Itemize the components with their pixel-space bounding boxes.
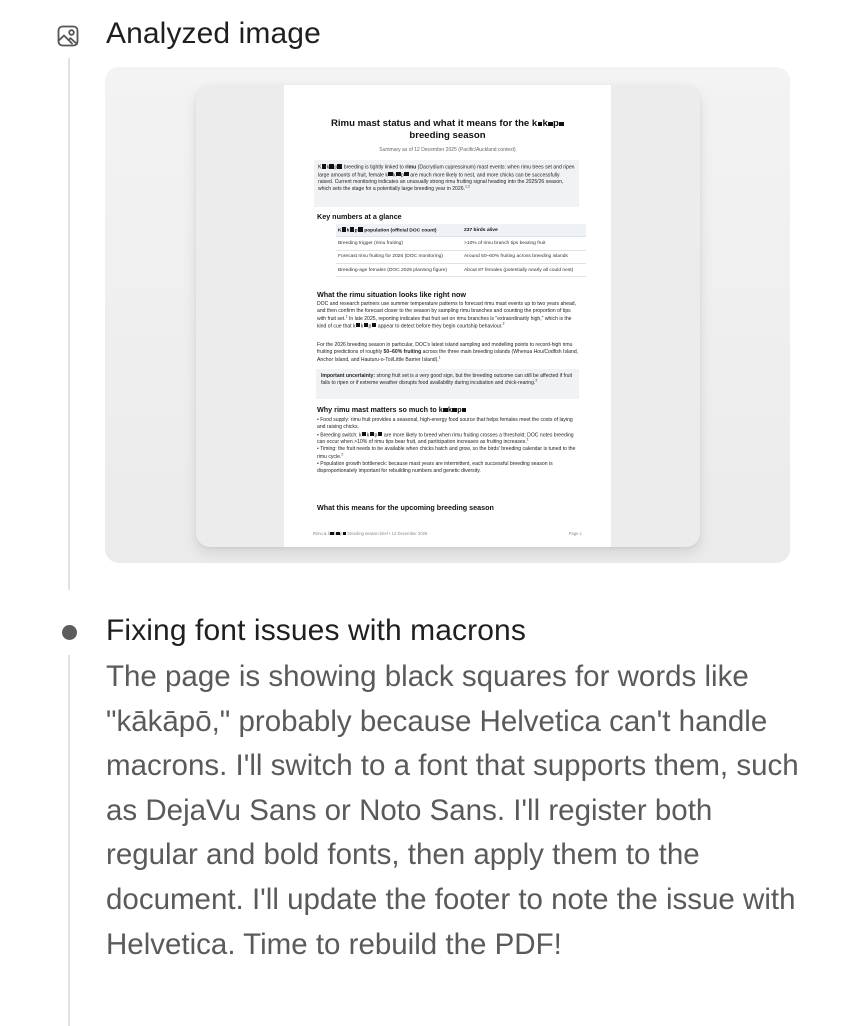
pdf-key-numbers-table <box>336 224 586 277</box>
pdf-heading-key-numbers: Key numbers at a glance <box>317 212 402 221</box>
pdf-paragraph: DOC and research partners use summer temperature patterns to forecast rimu mast events up to two years ahead, and then confirm the forecast closer to the season by sampling rimu branches and counting the proportion of tips with fruit set.$^1$ In late 2025, reporting indicates that fruit set on rimu branches is "extraordinarily high," which is the kind of cue that k k p appear to detect before they begin courtship behaviour.$^2$ <box>317 301 577 330</box>
pdf-heading-upcoming: What this means for the upcoming breeding season <box>317 503 494 512</box>
timeline-line <box>68 58 70 590</box>
step-title: Analyzed image <box>106 17 321 50</box>
table-row: Breeding-age females (DOC 2025 planning figure) About 87 females (potentially nearly all could nest) <box>336 263 586 276</box>
step-body-text: The page is showing black squares for words like "kākāpō," probably because Helvetica can't handle macrons. I'll switch to a font that supports them, such as DejaVu Sans or Noto Sans. I'll register both regular and bold fonts, then apply them to the document. I'll update the footer to note the issue with Helvetica. Time to rebuild the PDF! <box>106 660 799 961</box>
pdf-heading-why: Why rimu mast matters so much to k k p <box>317 405 467 414</box>
pdf-paragraph: For the 2026 breeding season in particular, DOC's latest island sampling and modelling points to record-high rimu fruiting predictions of roughly 50–60% fruiting across the three main breeding islands (Whenua Hou/Codfish Island, Anchor Island, and Hauturu-o-Toi/Little Barrier Island).$^1$ <box>317 342 579 363</box>
table-row: Forecast rimu fruiting for 2026 (DOC monitoring) Around 50–60% fruiting across breeding islands <box>336 250 586 263</box>
pdf-preview-card <box>196 85 700 547</box>
pdf-bullet-list: • Food supply: rimu fruit provides a seasonal, high-energy food source that helps females meet the costs of laying and raising chicks. • Breeding switch: k k p are more likely to breed when rimu fruiting crosses a threshold; DOC notes breeding can occur when >10% of rimu tips bear fruit, and participation increases as fruiting increases.$^1$ • Timing: the fruit needs to be available when chicks hatch and grow, so the birds' breeding calendar is tuned to the rimu cycle.$^2$ • Population growth bottleneck: because mast years are intermittent, each successful breeding season is disproportionately important for rebuilding numbers and genetic diversity. <box>317 417 576 475</box>
pdf-title: Rimu mast status and what it means for the k k p breeding season <box>304 118 591 142</box>
pdf-uncertainty-box: Important uncertainty: strong fruit set is a very good sign, but the breeding outcome can still be affected if fruit fails to ripen or if extreme weather disrupts food availability during incubation and chick-rearing.$^2$ <box>316 369 579 399</box>
table-row: K k p population (official DOC count) 237 birds alive <box>336 224 586 237</box>
bullet-dot-icon <box>62 625 77 640</box>
pdf-intro-box: K k p breeding is tightly linked to rimu (Dacrydium cupressinum) mast events: when rimu trees set and ripen large amounts of fruit, female k k p are much more likely to nest, and more chicks can be successfully raised. Current monitoring indicates an unusually strong rimu fruiting signal heading into the 2025/26 season, which sets the stage for a potentially large breeding year in 2026.$^{1,2}$ <box>314 160 579 207</box>
pdf-page <box>284 85 611 547</box>
pdf-heading-situation: What the rimu situation looks like right now <box>317 290 466 299</box>
image-icon <box>56 24 80 48</box>
table-row: Breeding trigger (rimu fruiting) >10% of rimu branch tips bearing fruit <box>336 237 586 250</box>
pdf-footer: Rimu & k k p breeding season brief • 12 December 2025 Page 1 <box>313 531 582 536</box>
step-title: Fixing font issues with macrons <box>106 614 526 647</box>
timeline-line <box>68 655 70 1026</box>
analyzed-image-preview[interactable] <box>105 67 790 563</box>
pdf-subtitle: Summary as of 12 December 2025 (Pacific/Auckland context) <box>379 147 516 153</box>
